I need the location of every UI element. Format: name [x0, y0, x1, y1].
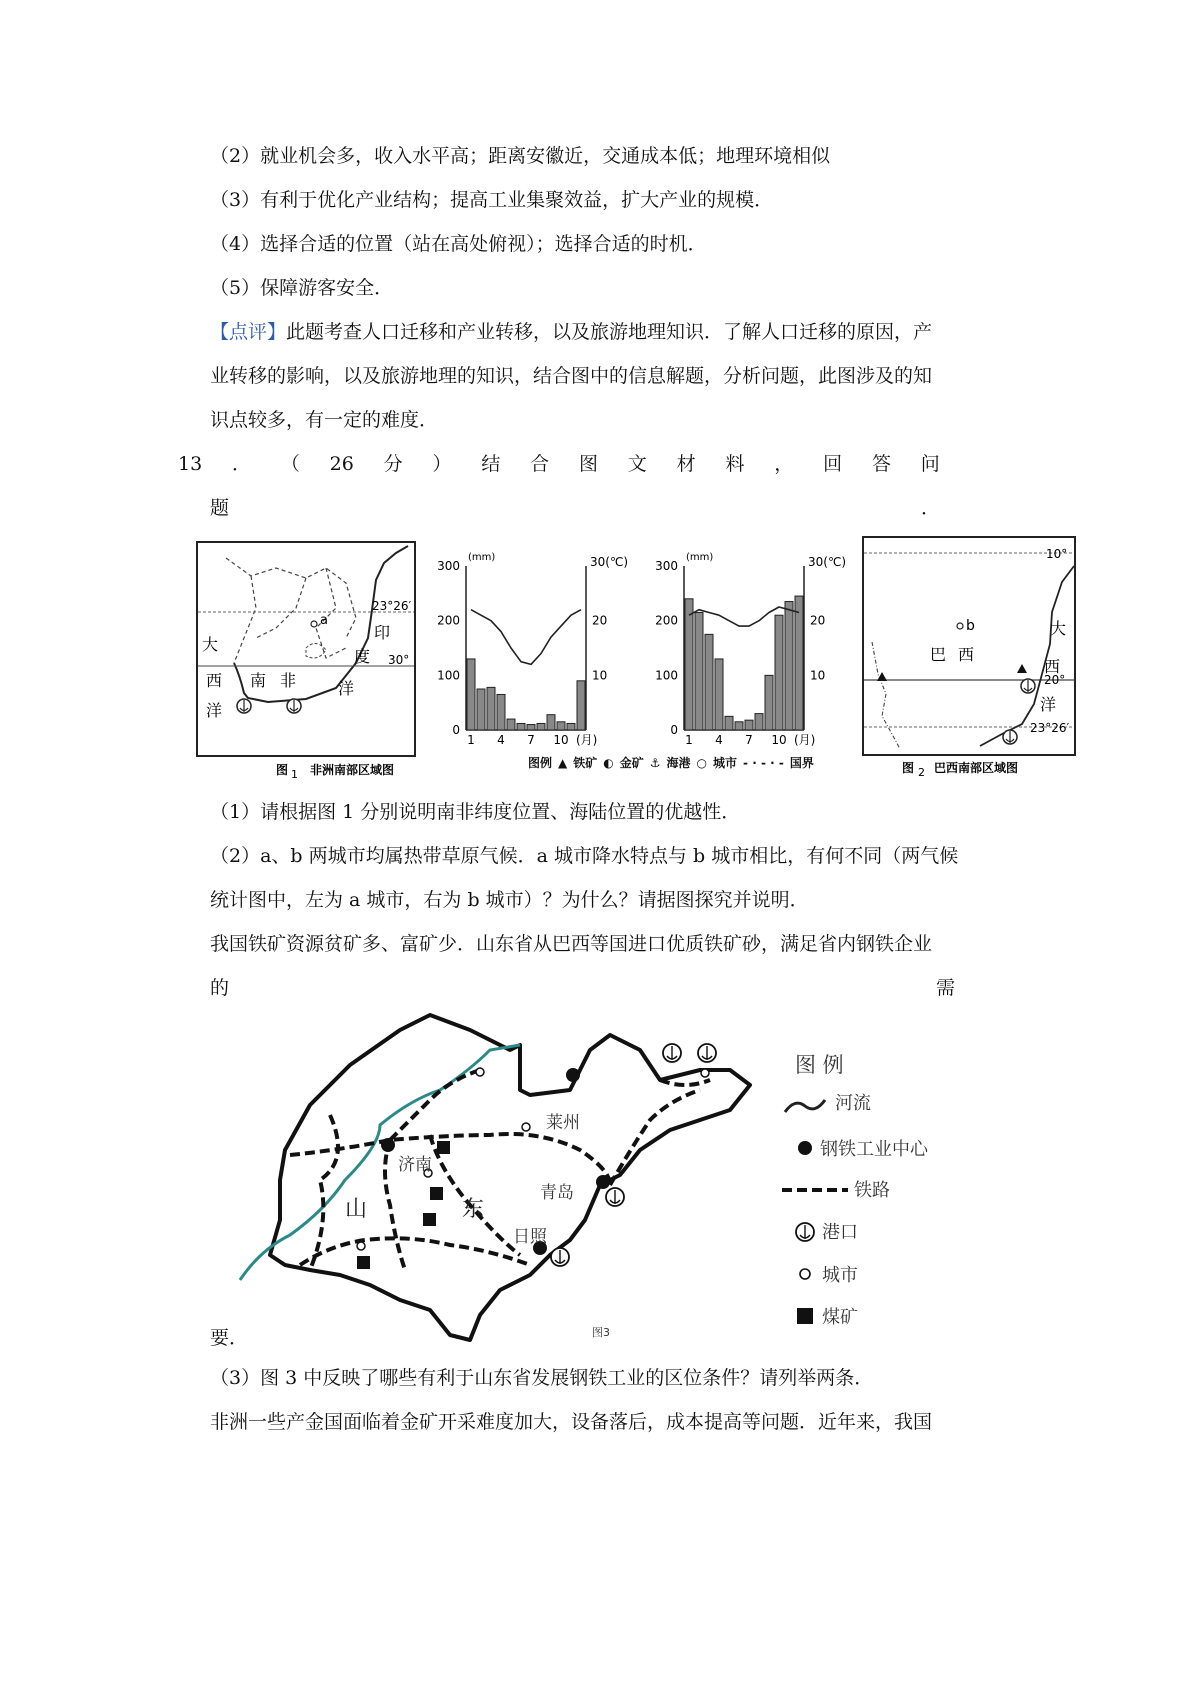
heading-token: 合 [530, 453, 550, 475]
precip-bar [507, 719, 515, 730]
fig2-lat-2: 20° [1044, 673, 1066, 687]
port-icon [287, 699, 301, 713]
figure-3-shandong-map [230, 1010, 970, 1350]
legend-title: 图例 [528, 756, 553, 770]
precip-bar [785, 602, 793, 730]
legend-city: 城市 [822, 1265, 858, 1286]
legend-coal: 煤矿 [822, 1307, 858, 1328]
heading-token: 13 [178, 453, 203, 475]
x-tick-label: 7 [745, 733, 753, 747]
heading-token: ． [232, 453, 252, 475]
fig3-caption: 图3 [592, 1326, 610, 1339]
heading-token: （ [280, 453, 300, 475]
y-tick-label: 200 [655, 613, 678, 628]
city-icon [701, 1069, 709, 1077]
heading-token: 分 [383, 453, 403, 475]
question-2-line-2: 统计图中，左为 a 城市，右为 b 城市）？为什么？请据图探究并说明． [210, 889, 809, 911]
coal-mine-icon [423, 1213, 436, 1226]
fig2-country: 巴 [930, 645, 947, 664]
iron-text-left: 的 [210, 977, 230, 999]
heading-token: 回 [823, 453, 843, 475]
fig1-caption-num: 1 [291, 768, 298, 781]
y-tick-label: 0 [670, 723, 678, 737]
x-tick-label: 7 [527, 733, 535, 747]
port-icon [1003, 730, 1017, 744]
port-icon [551, 1248, 569, 1266]
iron-text-line-1: 我国铁矿资源贫矿多、富矿少．山东省从巴西等国进口优质铁矿砂，满足省内钢铁企业 [210, 933, 933, 955]
city-b-icon [957, 623, 963, 629]
x-tick-label: 1 [685, 733, 693, 747]
question-3: （3）图 3 中反映了哪些有利于山东省发展钢铁工业的区位条件？请列举两条． [210, 1367, 874, 1389]
y-tick-label: 100 [437, 668, 460, 683]
fig1-label: 洋 [206, 701, 223, 720]
comment-tag: 【点评】 [210, 321, 287, 343]
iron-text-right: 需 [935, 977, 955, 999]
heading-token: 26 [329, 453, 354, 475]
precip-bar [685, 599, 693, 730]
fig2-ocean: 洋 [1040, 695, 1057, 714]
port-icon [796, 1223, 814, 1241]
comment-line-1 [210, 320, 932, 344]
fig2-ocean: 西 [1044, 657, 1061, 676]
city-name: 济南 [398, 1155, 432, 1175]
precip-bar [557, 722, 565, 730]
anchor-icon: ⚓ [649, 755, 661, 770]
legend-iron: 铁矿 [573, 756, 598, 770]
fig2-city-b: b [966, 618, 975, 634]
legend-city: 城市 [713, 756, 738, 770]
question-13-heading [178, 452, 940, 476]
x-tick-label: 1 [467, 733, 475, 747]
heading-token: ， [774, 453, 794, 475]
port-icon [698, 1044, 716, 1062]
precip-bar [577, 681, 585, 730]
y-tick-label: 0 [452, 723, 460, 737]
precip-bar [537, 723, 545, 730]
steel-center-icon [596, 1175, 610, 1189]
city-icon [800, 1269, 810, 1279]
precip-bar [547, 715, 555, 730]
y2-tick-label: 10 [592, 668, 608, 683]
city-name: 莱州 [546, 1113, 580, 1133]
fig2-caption-a: 图 [902, 761, 915, 775]
fig1-caption-b: 非洲南部区域图 [310, 763, 395, 777]
answer-3: （3）有利于优化产业结构；提高工业集聚效益，扩大产业的规模． [210, 189, 774, 211]
question-2-line-1: （2）a、b 两城市均属热带草原气候．a 城市降水特点与 b 城市相比，有何不同（两气候 [210, 845, 959, 867]
precip-bar [715, 659, 723, 730]
city-name: 青岛 [540, 1183, 574, 1203]
half-circle-icon: ◐ [603, 755, 614, 770]
answer-4: （4）选择合适的位置（站在高处俯视）；选择合适的时机． [210, 233, 707, 255]
heading-tail-right: ． [920, 497, 940, 519]
heading-token: 料 [725, 453, 745, 475]
fig1-label: 大 [202, 635, 219, 654]
precip-bar [795, 596, 803, 730]
precip-bar [477, 689, 485, 730]
fig2-lat-1: 10° [1046, 547, 1068, 561]
unit-c: 30(℃) [590, 555, 629, 569]
y-tick-label: 200 [437, 613, 460, 628]
legend-railway: 铁路 [854, 1180, 890, 1201]
city-icon [522, 1123, 530, 1131]
x-tick-label: 4 [715, 733, 723, 747]
port-icon [237, 699, 251, 713]
precip-bar [705, 634, 713, 730]
unit-c: 30(℃) [808, 555, 847, 569]
legend-port: 港口 [822, 1222, 858, 1243]
steel-center-icon [566, 1068, 580, 1082]
temperature-line [471, 610, 581, 665]
precip-bar [467, 659, 475, 730]
heading-token: ） [432, 453, 452, 475]
province-name: 东 [462, 1197, 485, 1222]
heading-token: 结 [481, 453, 501, 475]
coal-mine-icon [797, 1308, 813, 1324]
precip-bar [527, 725, 535, 730]
precip-bar [745, 720, 753, 730]
precip-bar [725, 716, 733, 730]
fig2-caption-b: 巴西南部区域图 [934, 761, 1019, 775]
precip-bar [695, 612, 703, 730]
fig2-lat-3: 23°26′ [1030, 721, 1070, 735]
y-tick-label: 100 [655, 668, 678, 683]
dash-line-icon: - · - · - [743, 755, 784, 770]
coal-mine-icon [430, 1187, 443, 1200]
legend-port: 海港 [666, 756, 691, 770]
steel-center-icon [381, 1138, 395, 1152]
iron-text-end: 要． [210, 1327, 249, 1349]
unit-mm: (mm) [468, 552, 496, 563]
fig1-lat-2: 30° [388, 653, 410, 667]
legend-gold: 金矿 [619, 756, 644, 770]
heading-token: 图 [578, 453, 598, 475]
fig2-country: 西 [958, 645, 975, 664]
precip-bar [487, 687, 495, 730]
fig1-city-a: a [320, 613, 328, 628]
question-13-heading-line-2 [210, 496, 940, 520]
coal-mine-icon [357, 1256, 370, 1269]
precip-bar [735, 722, 743, 730]
x-tick-label: 10 [771, 733, 787, 747]
question-1: （1）请根据图 1 分别说明南非纬度位置、海陆位置的优越性． [210, 801, 741, 823]
x-unit: (月) [794, 733, 816, 747]
tail-line: 非洲一些产金国面临着金矿开采难度加大，设备落后，成本提高等问题．近年来，我国 [210, 1411, 933, 1433]
fig1-label: 西 [206, 671, 223, 690]
precip-bar [497, 694, 505, 730]
iron-mine-icon [1017, 664, 1027, 673]
answer-2: （2）就业机会多，收入水平高；距离安徽近，交通成本低；地理环境相似 [210, 145, 831, 167]
y-tick-label: 300 [437, 559, 460, 573]
fig2-ocean: 大 [1050, 619, 1067, 638]
heading-token: 材 [676, 453, 696, 475]
fig3-legend-title: 图 例 [795, 1053, 844, 1077]
heading-token: 文 [627, 453, 647, 475]
fig1-label: 非 [280, 671, 297, 690]
heading-tail-left: 题 [210, 497, 230, 519]
city-a-icon [311, 621, 317, 627]
unit-mm: (mm) [686, 552, 714, 563]
legend-river: 河流 [835, 1093, 871, 1114]
precip-bar [775, 615, 783, 730]
heading-token: 问 [920, 453, 940, 475]
x-unit: (月) [576, 733, 598, 747]
port-icon [1021, 679, 1035, 693]
iron-text-line-2 [210, 976, 955, 1000]
climate-chart-b [644, 548, 856, 748]
fig1-lat-1: 23°26′ [372, 599, 412, 613]
comment-line-3: 识点较多，有一定的难度． [210, 409, 439, 431]
comment-text-1: 此题考查人口迁移和产业转移，以及旅游地理知识．了解人口迁移的原因，产 [286, 321, 933, 343]
fig1-label: 南 [250, 671, 267, 690]
precip-bar [567, 723, 575, 730]
y2-tick-label: 10 [810, 668, 826, 683]
precip-bar [765, 675, 773, 730]
legend-border: 国界 [789, 756, 814, 770]
port-icon [663, 1044, 681, 1062]
y2-tick-label: 20 [810, 613, 826, 628]
y-tick-label: 300 [655, 559, 678, 573]
x-tick-label: 4 [497, 733, 505, 747]
city-icon [476, 1068, 484, 1076]
fig2-caption-num: 2 [918, 766, 925, 779]
figure-1-south-africa-map [196, 538, 418, 782]
river-icon [785, 1100, 825, 1112]
legend-steel: 钢铁工业中心 [820, 1139, 928, 1160]
heading-token: 答 [871, 453, 891, 475]
iron-mine-icon [877, 672, 887, 681]
fig1-label: 洋 [338, 679, 355, 698]
precip-bar [517, 723, 525, 730]
precip-bar [755, 714, 763, 730]
triangle-icon: ▲ [558, 755, 568, 770]
climate-chart-a [426, 548, 638, 748]
port-icon [606, 1188, 624, 1206]
city-name: 日照 [513, 1227, 547, 1247]
steel-center-icon [798, 1141, 812, 1155]
x-tick-label: 10 [553, 733, 569, 747]
coal-mine-icon [437, 1141, 450, 1154]
fig1-label: 度 [354, 647, 371, 666]
city-icon [357, 1242, 365, 1250]
figure-2-brazil-map [862, 534, 1076, 782]
y2-tick-label: 20 [592, 613, 608, 628]
comment-line-2: 业转移的影响，以及旅游地理的知识，结合图中的信息解题，分析问题，此图涉及的知 [210, 365, 933, 387]
fig1-caption-a: 图 [276, 763, 289, 777]
fig1-label: 印 [374, 623, 391, 642]
circle-icon: ○ [696, 755, 708, 770]
answer-5: （5）保障游客安全． [210, 277, 394, 299]
legend-1 [528, 754, 814, 771]
province-name: 山 [345, 1197, 368, 1222]
